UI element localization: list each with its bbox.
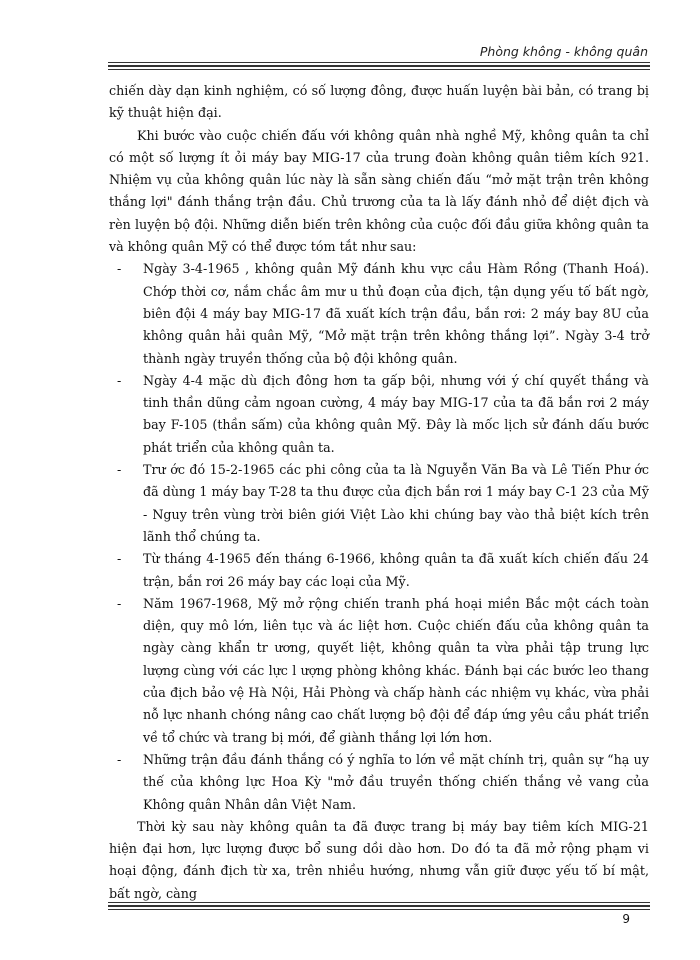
event-text: Ngày 3-4-1965 , không quân Mỹ đánh khu vực cầu Hàm Rồng (Thanh Hoá). Chớp thời cơ, nắm chắc âm mư u thủ đoạn của địch, tận dụng yếu tố bất ngờ, biên đội 4 máy bay MIG-17 đã xuất kích trận đầu, bắn rơi: 2 máy bay 8U của không quân hải quân Mỹ, “Mở mặt trận trên không thắng lợi”. Ngày 3-4 trở thành ngày truyền thống của bộ đội không quân. xyxy=(143,261,649,366)
event-text: Trư ớc đó 15-2-1965 các phi công của ta là Nguyễn Văn Ba và Lê Tiến Phư ớc đã dùng 1 máy bay T-28 ta thu được của địch bắn rơi 1 máy bay C-1 23 của Mỹ - Nguy trên vùng trời biên giới Việt Lào khi chúng bay vào thả biệt kích trên lãnh thổ chúng ta. xyxy=(143,462,649,544)
event-text: Từ tháng 4-1965 đến tháng 6-1966, không quân ta đã xuất kích chiến đấu 24 trận, bắn rơi 26 máy bay các loại của Mỹ. xyxy=(143,551,649,589)
running-header: Phòng không - không quân xyxy=(479,44,648,59)
event-text: Ngày 4-4 mặc dù địch đông hơn ta gấp bội, nhưng với ý chí quyết thắng và tinh thần dũng cảm ngoan cường, 4 máy bay MIG-17 của ta đã bắn rơi 2 máy bay F-105 (thần sấm) của không quân Mỹ. Đây là mốc lịch sử đánh dấu bước phát triển của không quân ta. xyxy=(143,372,649,455)
event-item xyxy=(109,548,649,593)
footer-rule-top xyxy=(108,902,650,903)
paragraph-closing: Thời kỳ sau này không quân ta đã được trang bị máy bay tiêm kích MIG-21 hiện đại hơn, lực lượng được bổ sung dồi dào hơn. Do đó ta đã mở rộng phạm vi hoại động, đánh địch từ xa, trên nhiều hướng, nhưng vẫn giữ được yếu tố bí mật, bất ngờ, càng xyxy=(109,818,649,901)
event-item xyxy=(109,593,649,749)
bullet-dash: - xyxy=(117,372,122,388)
bullet-dash: - xyxy=(117,462,122,478)
event-item xyxy=(109,459,649,548)
event-list xyxy=(109,258,649,815)
header-rule-top xyxy=(108,62,650,63)
footer-rule-middle xyxy=(108,905,650,907)
header-rule-middle xyxy=(108,65,650,67)
header-rule-bottom xyxy=(108,69,650,70)
bullet-dash: - xyxy=(117,551,122,567)
bullet-dash: - xyxy=(117,261,122,277)
footer-rule-bottom xyxy=(108,909,650,910)
page-number: 9 xyxy=(622,912,630,926)
event-text: Những trận đầu đánh thắng có ý nghĩa to lớn về mặt chính trị, quân sự “hạ uy thế của không lực Hoa Kỳ "mở đầu truyền thống chiến thắng vẻ vang của Không quân Nhân dân Việt Nam. xyxy=(143,751,649,812)
bullet-dash: - xyxy=(117,751,122,767)
paragraph-continued: chiến dày dạn kinh nghiệm, có số lượng đông, được huấn luyện bài bản, có trang bị kỹ thuật hiện đại. xyxy=(109,83,649,121)
event-item xyxy=(109,258,649,369)
event-text: Năm 1967-1968, Mỹ mở rộng chiến tranh phá hoại miền Bắc một cách toàn diện, quy mô lớn, liên tục và ác liệt hơn. Cuộc chiến đấu của không quân ta ngày càng khẩn tr ương, quyết liệt, không quân ta vừa phải tập trung lực lượng cùng với các lực l ượng phòng không khác. Đánh bại các bước leo thang của địch bảo vệ Hà Nội, Hải Phòng và chấp hành các nhiệm vụ khác, vừa phải nỗ lực nhanh chóng nâng cao chất lượng bộ đội để đáp ứng yêu cầu phát triển về tổ chức và trang bị mới, để giành thắng lợi lớn hơn. xyxy=(143,595,649,745)
event-item xyxy=(109,370,649,459)
paragraph-intro: Khi bước vào cuộc chiến đấu với không quân nhà nghề Mỹ, không quân ta chỉ có một số lượng ít ỏi máy bay MIG-17 của trung đoàn không quân tiêm kích 921. Nhiệm vụ của không quân lúc này là sẵn sàng chiến đấu “mở mặt trận trên không thắng lợi" đánh thắng trận đầu. Chủ trương của ta là lấy đánh nhỏ để diệt địch và rèn luyện bộ đội. Những diễn biến trên không của cuộc đối đầu giữa không quân ta và không quân Mỹ có thể được tóm tắt như sau: xyxy=(109,127,649,255)
page-body xyxy=(109,80,649,905)
bullet-dash: - xyxy=(117,595,122,611)
event-item xyxy=(109,749,649,816)
